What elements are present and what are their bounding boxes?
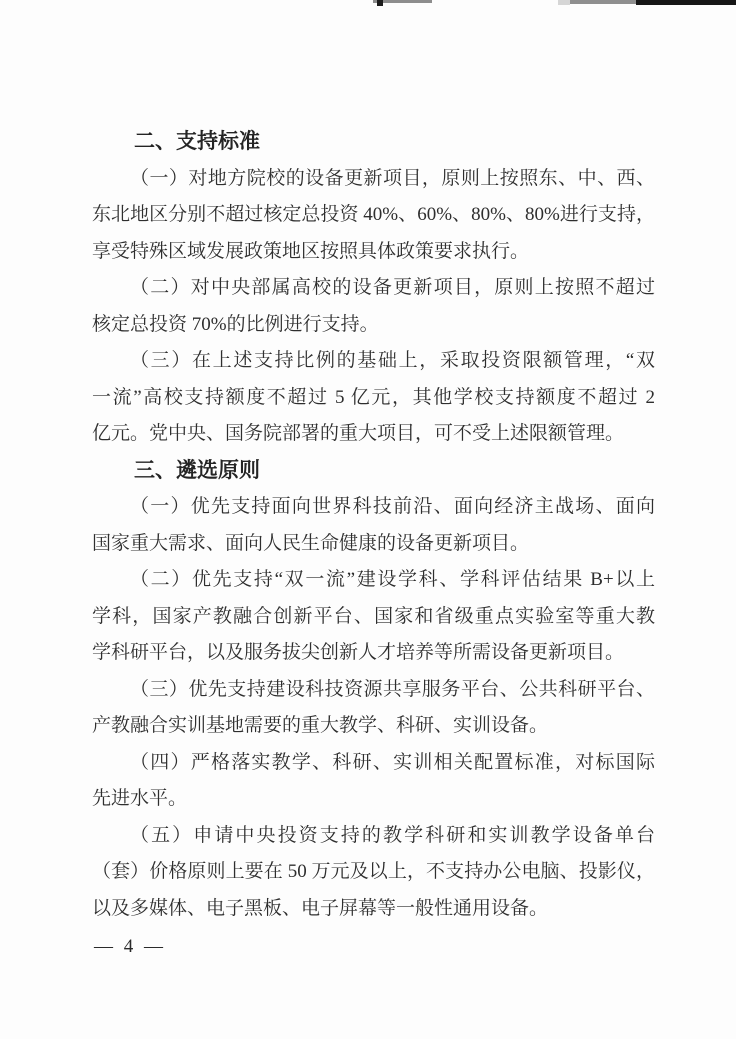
section-heading-selection-principles: 三、遴选原则: [134, 458, 260, 482]
text-line: 学科，国家产教融合创新平台、国家和省级重点实验室等重大教: [92, 605, 655, 627]
text-line: 核定总投资 70%的比例进行支持。: [92, 313, 379, 335]
scan-artifact-top-right-light: [558, 0, 570, 5]
text-line: （套）价格原则上要在 50 万元及以上，不支持办公电脑、投影仪，: [92, 861, 655, 882]
text-line: 先进水平。: [92, 788, 188, 809]
text-line: （三）优先支持建设科技资源共享服务平台、公共科研平台、: [130, 678, 655, 700]
text-line: 享受特殊区域发展政策地区按照具体政策要求执行。: [92, 240, 530, 262]
text-line: （一）对地方院校的设备更新项目，原则上按照东、中、西、: [130, 167, 655, 189]
text-line: （二）对中央部属高校的设备更新项目，原则上按照不超过: [130, 277, 655, 298]
text-line: 以及多媒体、电子黑板、电子屏幕等一般性通用设备。: [92, 897, 549, 919]
text-line: 东北地区分别不超过核定总投资 40%、60%、80%、80%进行支持，: [92, 204, 655, 225]
document-body: [92, 124, 655, 927]
text-line: 国家重大需求、面向人民生命健康的设备更新项目。: [92, 532, 530, 554]
text-line: （五）申请中央投资支持的教学科研和实训教学设备单台: [130, 824, 655, 846]
scan-artifact-top-right-dark: [636, 0, 736, 5]
text-line: （四）严格落实教学、科研、实训相关配置标准，对标国际: [130, 751, 655, 773]
text-line: 产教融合实训基地需要的重大教学、科研、实训设备。: [92, 715, 549, 736]
text-line: 一流”高校支持额度不超过 5 亿元，其他学校支持额度不超过 2: [92, 386, 655, 408]
text-line: （三）在上述支持比例的基础上，采取投资限额管理，“双: [130, 350, 655, 371]
scan-artifact-top-center-mark: [377, 0, 383, 6]
text-line: （一）优先支持面向世界科技前沿、面向经济主战场、面向: [130, 496, 655, 517]
scan-artifact-top-right-gray: [570, 0, 636, 4]
text-line: 亿元。党中央、国务院部署的重大项目，可不受上述限额管理。: [92, 423, 625, 444]
text-line: 学科研平台，以及服务拔尖创新人才培养等所需设备更新项目。: [92, 642, 625, 663]
page-number: — 4 —: [94, 936, 166, 957]
text-line: （二）优先支持“双一流”建设学科、学科评估结果 B+以上: [130, 569, 655, 590]
section-heading-support-standards: 二、支持标准: [134, 130, 260, 153]
